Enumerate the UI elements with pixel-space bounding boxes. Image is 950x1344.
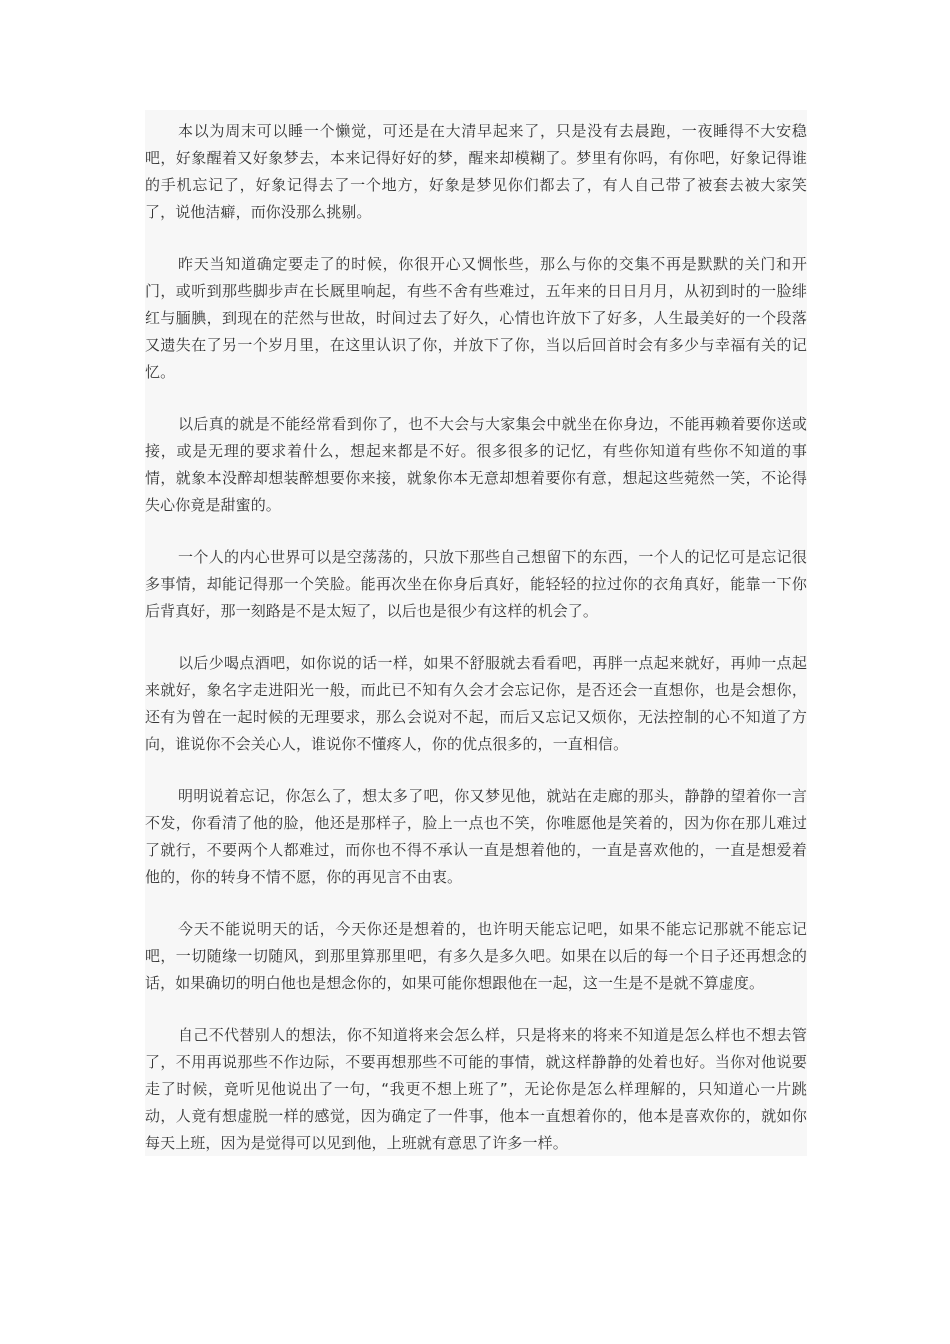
- paragraph-5: 以后少喝点酒吧，如你说的话一样，如果不舒服就去看看吧，再胖一点起来就好，再帅一点起来就好，象名字走进阳光一般，而此已不知有久会才会忘记你，是否还会一直想你，也是会想你，还有为曾在一起时候的无理要求，那么会说对不起，而后又忘记又烦你，无法控制的心不知道了方向，谁说你不会关心人，谁说你不懂疼人，你的优点很多的，一直相信。: [145, 654, 807, 753]
- paragraph-3: 以后真的就是不能经常看到你了，也不大会与大家集会中就坐在你身边，不能再赖着要你送或接，或是无理的要求着什么，想起来都是不好。很多很多的记忆，有些你知道有些你不知道的事情，就象本没醉却想装醉想要你来接，就象你本无意却想着要你有意，想起这些菀然一笑，不论得失心你竟是甜蜜的。: [145, 415, 807, 514]
- paragraph-7: 今天不能说明天的话，今天你还是想着的，也许明天能忘记吧，如果不能忘记那就不能忘记吧，一切随缘一切随风，到那里算那里吧，有多久是多久吧。如果在以后的每一个日子还再想念的话，如果确切的明白他也是想念你的，如果可能你想跟他在一起，这一生是不是就不算虚度。: [145, 920, 807, 992]
- paragraph-1: 本以为周末可以睡一个懒觉，可还是在大清早起来了，只是没有去晨跑，一夜睡得不大安稳吧，好象醒着又好象梦去，本来记得好好的梦，醒来却模糊了。梦里有你吗，有你吧，好象记得谁的手机忘记了，好象记得去了一个地方，好象是梦见你们都去了，有人自己带了被套去被大家笑了，说他洁癖，而你没那么挑剔。: [145, 122, 807, 221]
- article-body: [145, 118, 807, 1182]
- paragraph-6: 明明说着忘记，你怎么了，想太多了吧，你又梦见他，就站在走廊的那头，静静的望着你一言不发，你看清了他的脸，他还是那样子，脸上一点也不笑，你唯愿他是笑着的，因为你在那儿难过了就行，不要两个人都难过，而你也不得不承认一直是想着他的，一直是喜欢他的，一直是想爱着他的，你的转身不情不愿，你的再见言不由衷。: [145, 787, 807, 886]
- paragraph-4: 一个人的内心世界可以是空荡荡的，只放下那些自己想留下的东西，一个人的记忆可是忘记很多事情，却能记得那一个笑脸。能再次坐在你身后真好，能轻轻的拉过你的衣角真好，能靠一下你后背真好，那一刻路是不是太短了，以后也是很少有这样的机会了。: [145, 548, 807, 620]
- paragraph-8: 自己不代替别人的想法，你不知道将来会怎么样，只是将来的将来不知道是怎么样也不想去管了，不用再说那些不作边际，不要再想那些不可能的事情，就这样静静的处着也好。当你对他说要走了时候，竟听见他说出了一句，“我更不想上班了”，无论你是怎么样理解的，只知道心一片跳动，人竟有想虚脱一样的感觉，因为确定了一件事，他本一直想着你的，他本是喜欢你的，就如你每天上班，因为是觉得可以见到他，上班就有意思了许多一样。: [145, 1026, 807, 1152]
- paragraph-2: 昨天当知道确定要走了的时候，你很开心又惆怅些，那么与你的交集不再是默默的关门和开门，或听到那些脚步声在长厩里响起，有些不舍有些难过，五年来的日日月月，从初到时的一脸绯红与腼腆，到现在的茫然与世故，时间过去了好久，心情也许放下了好多，人生最美好的一个段落又遗失在了另一个岁月里，在这里认识了你，并放下了你，当以后回首时会有多少与幸福有关的记忆。: [145, 255, 807, 381]
